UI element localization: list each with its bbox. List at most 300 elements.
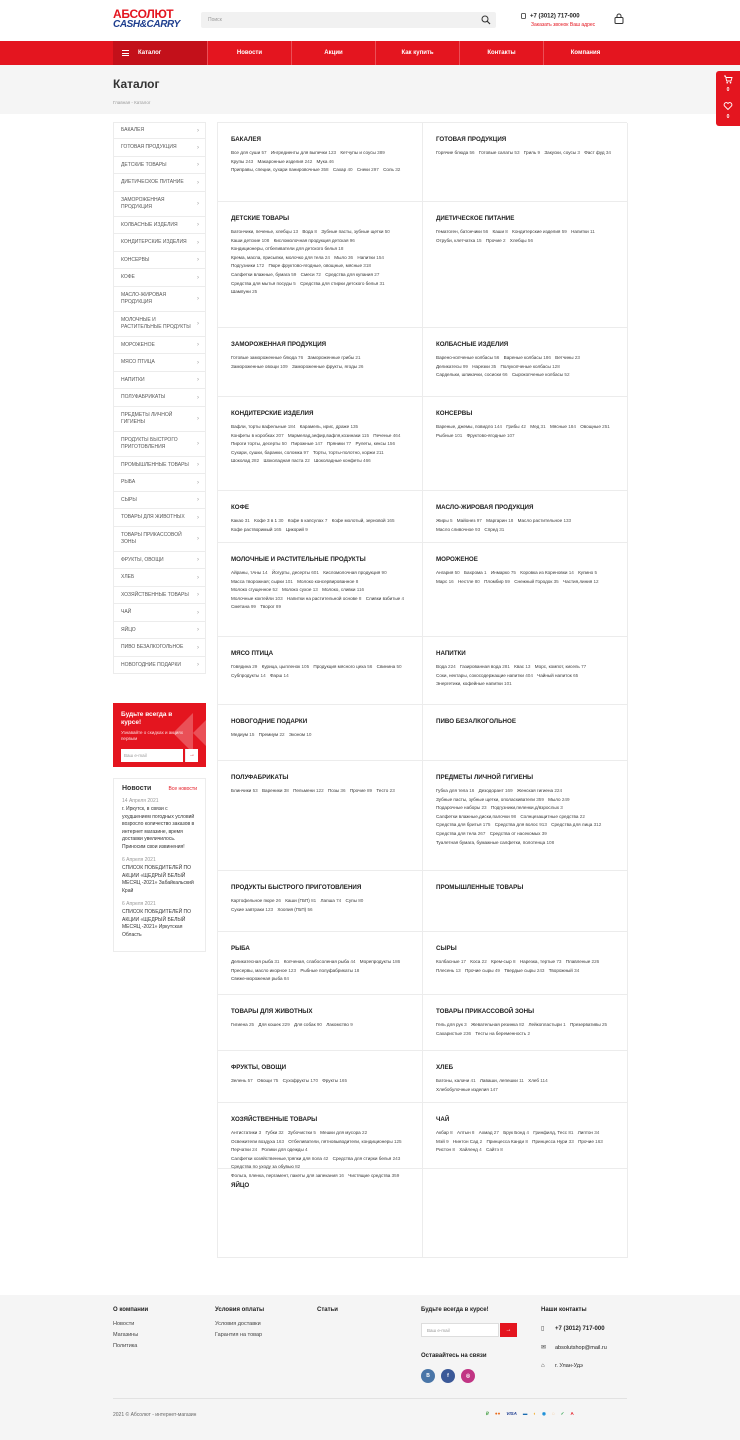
news-text[interactable]: г. Иркутск, в связи с ухудшением погодных условий возросло количество заказов в интернет магазине, время доставки увеличилось. Приносим свои извинения!	[122, 806, 195, 850]
subcategory-link[interactable]	[528, 1078, 548, 1083]
subcategory-link[interactable]	[277, 907, 312, 912]
subcategory-link[interactable]	[259, 732, 285, 737]
subcategory-link[interactable]	[231, 959, 279, 964]
subcategory-link[interactable]	[288, 1130, 316, 1135]
subcategory-link[interactable]	[231, 246, 343, 251]
subcategory-link[interactable]	[436, 1139, 449, 1144]
subcategory-link[interactable]	[300, 281, 385, 286]
sidebar-item[interactable]	[113, 587, 206, 604]
category-title[interactable]: НАПИТКИ	[436, 650, 466, 657]
sidebar-item[interactable]	[113, 407, 206, 432]
subcategory-link[interactable]	[514, 664, 530, 669]
category-title[interactable]: КОНДИТЕРСКИЕ ИЗДЕЛИЯ	[231, 410, 314, 417]
subcategory-link[interactable]	[436, 1031, 471, 1036]
subcategory-link[interactable]	[272, 570, 319, 575]
subcategory-link[interactable]	[436, 527, 480, 532]
subcategory-link[interactable]	[566, 959, 599, 964]
subcategory-link[interactable]	[512, 229, 567, 234]
footer-payment-title[interactable]: Условия оплаты	[215, 1307, 265, 1313]
sidebar-item[interactable]	[113, 287, 206, 312]
subcategory-link[interactable]	[231, 1147, 257, 1152]
subcategory-link[interactable]	[262, 1147, 308, 1152]
nav-contacts[interactable]: Контакты	[459, 41, 543, 65]
category-title[interactable]: МЯСО ПТИЦА	[231, 650, 274, 657]
subcategory-link[interactable]	[578, 570, 597, 575]
subcategory-link[interactable]	[258, 1022, 289, 1027]
category-title[interactable]: ПРОДУКТЫ БЫСТРОГО ПРИГОТОВЛЕНИЯ	[231, 884, 362, 891]
sidebar-item[interactable]	[113, 474, 206, 492]
sidebar-item[interactable]	[113, 192, 206, 217]
category-title[interactable]: НОВОГОДНИЕ ПОДАРКИ	[231, 718, 308, 725]
subcategory-link[interactable]	[360, 959, 400, 964]
subcategory-link[interactable]	[520, 570, 574, 575]
subcategory-link[interactable]	[321, 898, 342, 903]
sidebar-item[interactable]	[113, 122, 206, 139]
subcategory-link[interactable]	[512, 372, 570, 377]
subcategory-link[interactable]	[537, 673, 578, 678]
subcategory-link[interactable]	[231, 732, 254, 737]
subcategory-link[interactable]	[436, 579, 454, 584]
subcategory-link[interactable]	[314, 458, 371, 463]
subcategory-link[interactable]	[294, 1022, 322, 1027]
subcategory-link[interactable]	[254, 518, 283, 523]
login-lock-icon[interactable]	[614, 13, 624, 24]
subcategory-link[interactable]	[292, 364, 363, 369]
subcategory-link[interactable]	[533, 1130, 573, 1135]
category-title[interactable]: МОРОЖЕНОЕ	[436, 556, 478, 563]
all-news-link[interactable]: Все новости	[168, 785, 197, 792]
subcategory-link[interactable]	[333, 1156, 401, 1161]
subcategory-link[interactable]	[332, 518, 395, 523]
subcategory-link[interactable]	[486, 238, 506, 243]
subcategory-link[interactable]	[520, 814, 585, 819]
subcategory-link[interactable]	[436, 814, 516, 819]
subcategory-link[interactable]	[268, 263, 371, 268]
category-title[interactable]: ЯЙЦО	[231, 1182, 250, 1189]
subcategory-link[interactable]	[464, 570, 487, 575]
sidebar-item[interactable]	[113, 492, 206, 509]
subcategory-link[interactable]	[262, 788, 289, 793]
subcategory-link[interactable]	[284, 959, 356, 964]
vk-icon[interactable]: В	[421, 1369, 435, 1383]
subcategory-link[interactable]	[373, 433, 400, 438]
sidebar-item[interactable]	[113, 372, 206, 389]
news-item[interactable]	[122, 798, 197, 851]
subcategory-link[interactable]	[286, 527, 308, 532]
sidebar-item[interactable]	[113, 234, 206, 252]
subcategory-link[interactable]	[436, 424, 502, 429]
subcategory-link[interactable]	[383, 167, 400, 172]
sidebar-item[interactable]	[113, 157, 206, 174]
subcategory-link[interactable]	[231, 907, 273, 912]
subscribe-submit-button[interactable]: →	[185, 749, 198, 762]
nav-company[interactable]: Компания	[543, 41, 627, 65]
sidebar-item[interactable]	[113, 312, 206, 337]
sidebar-item[interactable]	[113, 389, 206, 407]
subcategory-link[interactable]	[366, 596, 404, 601]
subcategory-link[interactable]	[510, 238, 533, 243]
subcategory-link[interactable]	[231, 450, 309, 455]
subcategory-link[interactable]	[491, 570, 516, 575]
category-title[interactable]: БАКАЛЕЯ	[231, 136, 261, 143]
nav-promos[interactable]: Акции	[291, 41, 375, 65]
subcategory-link[interactable]	[274, 238, 355, 243]
subcategory-link[interactable]	[231, 673, 266, 678]
subcategory-link[interactable]	[520, 959, 562, 964]
subcategory-link[interactable]	[307, 355, 360, 360]
subcategory-link[interactable]	[506, 424, 526, 429]
subcategory-link[interactable]	[436, 1147, 455, 1152]
footer-link[interactable]: Гарантия на товар	[215, 1332, 263, 1338]
category-title[interactable]: ФРУКТЫ, ОВОЩИ	[231, 1064, 287, 1071]
subcategory-link[interactable]	[490, 831, 547, 836]
subcategory-link[interactable]	[517, 788, 562, 793]
subcategory-link[interactable]	[555, 355, 580, 360]
subcategory-link[interactable]	[300, 968, 359, 973]
subcategory-link[interactable]	[346, 898, 364, 903]
subcategory-link[interactable]	[436, 959, 466, 964]
subcategory-link[interactable]	[322, 587, 364, 592]
subcategory-link[interactable]	[350, 788, 372, 793]
subcategory-link[interactable]	[325, 272, 379, 277]
subcategory-link[interactable]	[231, 968, 296, 973]
news-text[interactable]: СПИСОК ПОБЕДИТЕЛЕЙ ПО АКЦИИ «ЩЕДРЫЙ БЕЛЫЙ МЕСЯЦ -2021» Иркутская Область	[122, 909, 192, 938]
subcategory-link[interactable]	[465, 968, 500, 973]
category-title[interactable]: ПИВО БЕЗАЛКОГОЛЬНОЕ	[436, 718, 516, 725]
category-title[interactable]: ПРЕДМЕТЫ ЛИЧНОЙ ГИГИЕНЫ	[436, 774, 534, 781]
subcategory-link[interactable]	[524, 150, 540, 155]
subcategory-link[interactable]	[301, 272, 321, 277]
subcategory-link[interactable]	[321, 229, 390, 234]
subcategory-link[interactable]	[479, 788, 513, 793]
subcategory-link[interactable]	[231, 1139, 284, 1144]
subcategory-link[interactable]	[265, 1130, 283, 1135]
subcategory-link[interactable]	[231, 281, 296, 286]
subcategory-link[interactable]	[297, 579, 358, 584]
header-phone[interactable]	[521, 13, 580, 20]
subcategory-link[interactable]	[288, 433, 369, 438]
subcategory-link[interactable]	[493, 229, 508, 234]
subcategory-link[interactable]	[459, 1147, 481, 1152]
subcategory-link[interactable]	[479, 1130, 499, 1135]
subcategory-link[interactable]	[270, 673, 289, 678]
subcategory-link[interactable]	[436, 822, 490, 827]
category-title[interactable]: ПРОМЫШЛЕННЫЕ ТОВАРЫ	[436, 884, 524, 891]
subcategory-link[interactable]	[535, 664, 586, 669]
subcategory-link[interactable]	[300, 424, 358, 429]
category-title[interactable]: ПОЛУФАБРИКАТЫ	[231, 774, 289, 781]
subcategory-link[interactable]	[231, 1022, 254, 1027]
sidebar-item[interactable]	[113, 139, 206, 157]
subcategory-link[interactable]	[484, 527, 504, 532]
search-icon[interactable]	[481, 15, 491, 25]
subcategory-link[interactable]	[570, 1022, 607, 1027]
subcategory-link[interactable]	[551, 822, 601, 827]
subcategory-link[interactable]	[530, 424, 545, 429]
subcategory-link[interactable]	[231, 976, 289, 981]
subcategory-link[interactable]	[287, 596, 362, 601]
subcategory-link[interactable]	[231, 1078, 253, 1083]
subcategory-link[interactable]	[436, 1130, 453, 1135]
subcategory-link[interactable]	[436, 150, 475, 155]
subcategory-link[interactable]	[514, 579, 559, 584]
subcategory-link[interactable]	[263, 458, 309, 463]
subcategory-link[interactable]	[467, 433, 515, 438]
subcategory-link[interactable]	[231, 255, 330, 260]
subcategory-link[interactable]	[571, 229, 595, 234]
sidebar-item[interactable]	[113, 174, 206, 192]
category-title[interactable]: ТОВАРЫ ДЛЯ ЖИВОТНЫХ	[231, 1008, 313, 1015]
footer-email[interactable]	[541, 1344, 607, 1351]
subcategory-link[interactable]	[436, 1078, 476, 1083]
subcategory-link[interactable]	[436, 681, 512, 686]
sidebar-item[interactable]	[113, 217, 206, 234]
subcategory-link[interactable]	[550, 424, 576, 429]
sidebar-item[interactable]	[113, 639, 206, 657]
subcategory-link[interactable]	[460, 664, 510, 669]
subcategory-link[interactable]	[328, 788, 346, 793]
sidebar-item[interactable]	[113, 354, 206, 372]
news-item[interactable]	[122, 901, 197, 939]
subcategory-link[interactable]	[288, 518, 328, 523]
subcategory-link[interactable]	[518, 518, 572, 523]
subcategory-link[interactable]	[500, 364, 559, 369]
subcategory-link[interactable]	[231, 579, 293, 584]
subcategory-link[interactable]	[231, 159, 253, 164]
footer-link[interactable]: Политика	[113, 1343, 138, 1349]
subcategory-link[interactable]	[486, 518, 513, 523]
subcategory-link[interactable]	[578, 1130, 600, 1135]
subcategory-link[interactable]	[436, 1087, 498, 1092]
subcategory-link[interactable]	[436, 664, 456, 669]
subcategory-link[interactable]	[532, 1139, 574, 1144]
subcategory-link[interactable]	[480, 1078, 524, 1083]
subscribe-email-input[interactable]: Ваш e-mail	[121, 749, 183, 762]
category-title[interactable]: МОЛОЧНЫЕ И РАСТИТЕЛЬНЫЕ ПРОДУКТЫ	[231, 556, 366, 563]
subcategory-link[interactable]	[436, 372, 508, 377]
subcategory-link[interactable]	[357, 167, 379, 172]
subcategory-link[interactable]	[436, 797, 544, 802]
subcategory-link[interactable]	[578, 1139, 603, 1144]
subcategory-link[interactable]	[436, 805, 487, 810]
subcategory-link[interactable]	[436, 788, 474, 793]
category-title[interactable]: МАСЛО-ЖИРОВАЯ ПРОДУКЦИЯ	[436, 504, 534, 511]
footer-email-input[interactable]: Ваш e-mail	[421, 1323, 499, 1337]
footer-articles-title[interactable]: Статьи	[317, 1307, 338, 1313]
subcategory-link[interactable]	[544, 150, 580, 155]
category-title[interactable]: ХОЗЯЙСТВЕННЫЕ ТОВАРЫ	[231, 1116, 318, 1123]
subcategory-link[interactable]	[580, 424, 610, 429]
subcategory-link[interactable]	[495, 822, 547, 827]
sidebar-item[interactable]	[113, 622, 206, 639]
subcategory-link[interactable]	[529, 1022, 566, 1027]
subcategory-link[interactable]	[503, 1130, 529, 1135]
site-logo[interactable]	[113, 8, 185, 34]
subcategory-link[interactable]	[340, 150, 384, 155]
subcategory-link[interactable]	[283, 1078, 318, 1083]
category-title[interactable]: ЧАЙ	[436, 1116, 450, 1123]
subcategory-link[interactable]	[436, 518, 453, 523]
subcategory-link[interactable]	[334, 255, 353, 260]
subcategory-link[interactable]	[293, 788, 324, 793]
subcategory-link[interactable]	[504, 968, 544, 973]
facebook-icon[interactable]: f	[441, 1369, 455, 1383]
subcategory-link[interactable]	[231, 664, 257, 669]
subcategory-link[interactable]	[285, 898, 316, 903]
category-title[interactable]: ЗАМОРОЖЕННАЯ ПРОДУКЦИЯ	[231, 341, 327, 348]
category-title[interactable]: КОЛБАСНЫЕ ИЗДЕЛИЯ	[436, 341, 509, 348]
floating-cart-button[interactable]	[716, 71, 740, 98]
subcategory-link[interactable]	[231, 1130, 261, 1135]
subcategory-link[interactable]	[322, 1078, 347, 1083]
sidebar-item[interactable]	[113, 509, 206, 527]
subcategory-link[interactable]	[584, 150, 611, 155]
category-title[interactable]: ТОВАРЫ ПРИКАССОВОЙ ЗОНЫ	[436, 1008, 535, 1015]
subcategory-link[interactable]	[333, 167, 353, 172]
sidebar-item[interactable]	[113, 337, 206, 354]
subcategory-link[interactable]	[436, 364, 468, 369]
subcategory-link[interactable]	[457, 1130, 475, 1135]
subcategory-link[interactable]	[355, 441, 395, 446]
subcategory-link[interactable]	[231, 1156, 328, 1161]
subcategory-link[interactable]	[436, 570, 460, 575]
subcategory-link[interactable]	[458, 579, 480, 584]
subcategory-link[interactable]	[479, 150, 520, 155]
subcategory-link[interactable]	[504, 355, 551, 360]
subcategory-link[interactable]	[231, 289, 257, 294]
footer-phone[interactable]	[541, 1325, 605, 1332]
subcategory-link[interactable]	[436, 673, 533, 678]
subcategory-link[interactable]	[326, 1022, 353, 1027]
category-title[interactable]: КОНСЕРВЫ	[436, 410, 473, 417]
subcategory-link[interactable]	[486, 1147, 503, 1152]
subcategory-link[interactable]	[436, 831, 485, 836]
subcategory-link[interactable]	[470, 959, 487, 964]
subcategory-link[interactable]	[471, 1022, 524, 1027]
footer-link[interactable]: Магазины	[113, 1332, 139, 1338]
floating-favorites-button[interactable]	[716, 98, 740, 125]
sidebar-item[interactable]	[113, 269, 206, 287]
subcategory-link[interactable]	[288, 1139, 401, 1144]
subcategory-link[interactable]	[453, 1139, 482, 1144]
subcategory-link[interactable]	[327, 441, 351, 446]
subcategory-link[interactable]	[231, 458, 259, 463]
subcategory-link[interactable]	[231, 424, 295, 429]
subcategory-link[interactable]	[377, 664, 402, 669]
subcategory-link[interactable]	[491, 805, 563, 810]
subcategory-link[interactable]	[313, 450, 384, 455]
subcategory-link[interactable]	[231, 150, 267, 155]
subcategory-link[interactable]	[491, 959, 515, 964]
sidebar-item[interactable]	[113, 252, 206, 269]
subcategory-link[interactable]	[357, 255, 384, 260]
subcategory-link[interactable]	[231, 364, 288, 369]
category-title[interactable]: ДИЕТИЧЕСКОЕ ПИТАНИЕ	[436, 215, 515, 222]
subcategory-link[interactable]	[231, 518, 250, 523]
sidebar-item[interactable]	[113, 552, 206, 569]
subcategory-link[interactable]	[487, 1139, 528, 1144]
subcategory-link[interactable]	[475, 1031, 530, 1036]
subcategory-link[interactable]	[231, 570, 268, 575]
category-title[interactable]: ХЛЕБ	[436, 1064, 454, 1071]
subcategory-link[interactable]	[262, 664, 310, 669]
subcategory-link[interactable]	[563, 579, 599, 584]
subcategory-link[interactable]	[231, 441, 287, 446]
callback-link[interactable]: Заказать звонок Ваш адрес	[531, 22, 596, 28]
footer-link[interactable]: Условия доставки	[215, 1321, 261, 1327]
subcategory-link[interactable]	[291, 441, 322, 446]
subcategory-link[interactable]	[231, 272, 296, 277]
subcategory-link[interactable]	[231, 898, 281, 903]
category-title[interactable]: СЫРЫ	[436, 945, 457, 952]
nav-news[interactable]: Новости	[207, 41, 291, 65]
subcategory-link[interactable]	[313, 664, 372, 669]
category-title[interactable]: РЫБА	[231, 945, 250, 952]
sidebar-item[interactable]	[113, 569, 206, 587]
subcategory-link[interactable]	[271, 150, 336, 155]
sidebar-item[interactable]	[113, 457, 206, 474]
subcategory-link[interactable]	[231, 238, 269, 243]
subcategory-link[interactable]	[436, 1022, 467, 1027]
subcategory-link[interactable]	[231, 587, 278, 592]
subcategory-link[interactable]	[231, 596, 283, 601]
subcategory-link[interactable]	[548, 797, 569, 802]
nav-catalog[interactable]	[113, 41, 207, 65]
subcategory-link[interactable]	[472, 364, 496, 369]
subcategory-link[interactable]	[457, 518, 482, 523]
subcategory-link[interactable]	[231, 527, 281, 532]
subcategory-link[interactable]	[436, 355, 499, 360]
category-title[interactable]: ДЕТСКИЕ ТОВАРЫ	[231, 215, 290, 222]
subcategory-link[interactable]	[320, 1130, 367, 1135]
subcategory-link[interactable]	[231, 788, 258, 793]
subcategory-link[interactable]	[549, 968, 580, 973]
subcategory-link[interactable]	[282, 587, 318, 592]
sidebar-item[interactable]	[113, 527, 206, 552]
footer-subscribe-button[interactable]: →	[500, 1323, 517, 1337]
category-title[interactable]: КОФЕ	[231, 504, 249, 511]
subcategory-link[interactable]	[231, 604, 256, 609]
sidebar-item[interactable]	[113, 657, 206, 674]
news-item[interactable]	[122, 857, 197, 895]
subcategory-link[interactable]	[484, 579, 510, 584]
category-title[interactable]: ГОТОВАЯ ПРОДУКЦИЯ	[436, 136, 507, 143]
nav-how-to-buy[interactable]: Как купить	[375, 41, 459, 65]
subcategory-link[interactable]	[323, 570, 386, 575]
subcategory-link[interactable]	[436, 968, 461, 973]
subcategory-link[interactable]	[231, 355, 303, 360]
subcategory-link[interactable]	[302, 229, 317, 234]
subcategory-link[interactable]	[231, 167, 329, 172]
subcategory-link[interactable]	[258, 159, 313, 164]
news-text[interactable]: СПИСОК ПОБЕДИТЕЛЕЙ ПО АКЦИИ «ЩЕДРЫЙ БЕЛЫЙ МЕСЯЦ -2021» Забайкальский Край	[122, 865, 194, 894]
search-input[interactable]	[201, 12, 496, 28]
subcategory-link[interactable]	[231, 229, 298, 234]
breadcrumb[interactable]: Главная - Каталог	[113, 100, 151, 105]
subcategory-link[interactable]	[436, 238, 482, 243]
sidebar-item[interactable]	[113, 432, 206, 457]
subcategory-link[interactable]	[257, 1078, 278, 1083]
subcategory-link[interactable]	[231, 433, 284, 438]
subcategory-link[interactable]	[436, 433, 462, 438]
footer-link[interactable]: Новости	[113, 1321, 135, 1327]
subcategory-link[interactable]	[289, 732, 312, 737]
subcategory-link[interactable]	[436, 229, 488, 234]
subcategory-link[interactable]	[376, 788, 394, 793]
instagram-icon[interactable]: ◎	[461, 1369, 475, 1383]
subcategory-link[interactable]	[260, 604, 281, 609]
subcategory-link[interactable]	[436, 840, 554, 845]
